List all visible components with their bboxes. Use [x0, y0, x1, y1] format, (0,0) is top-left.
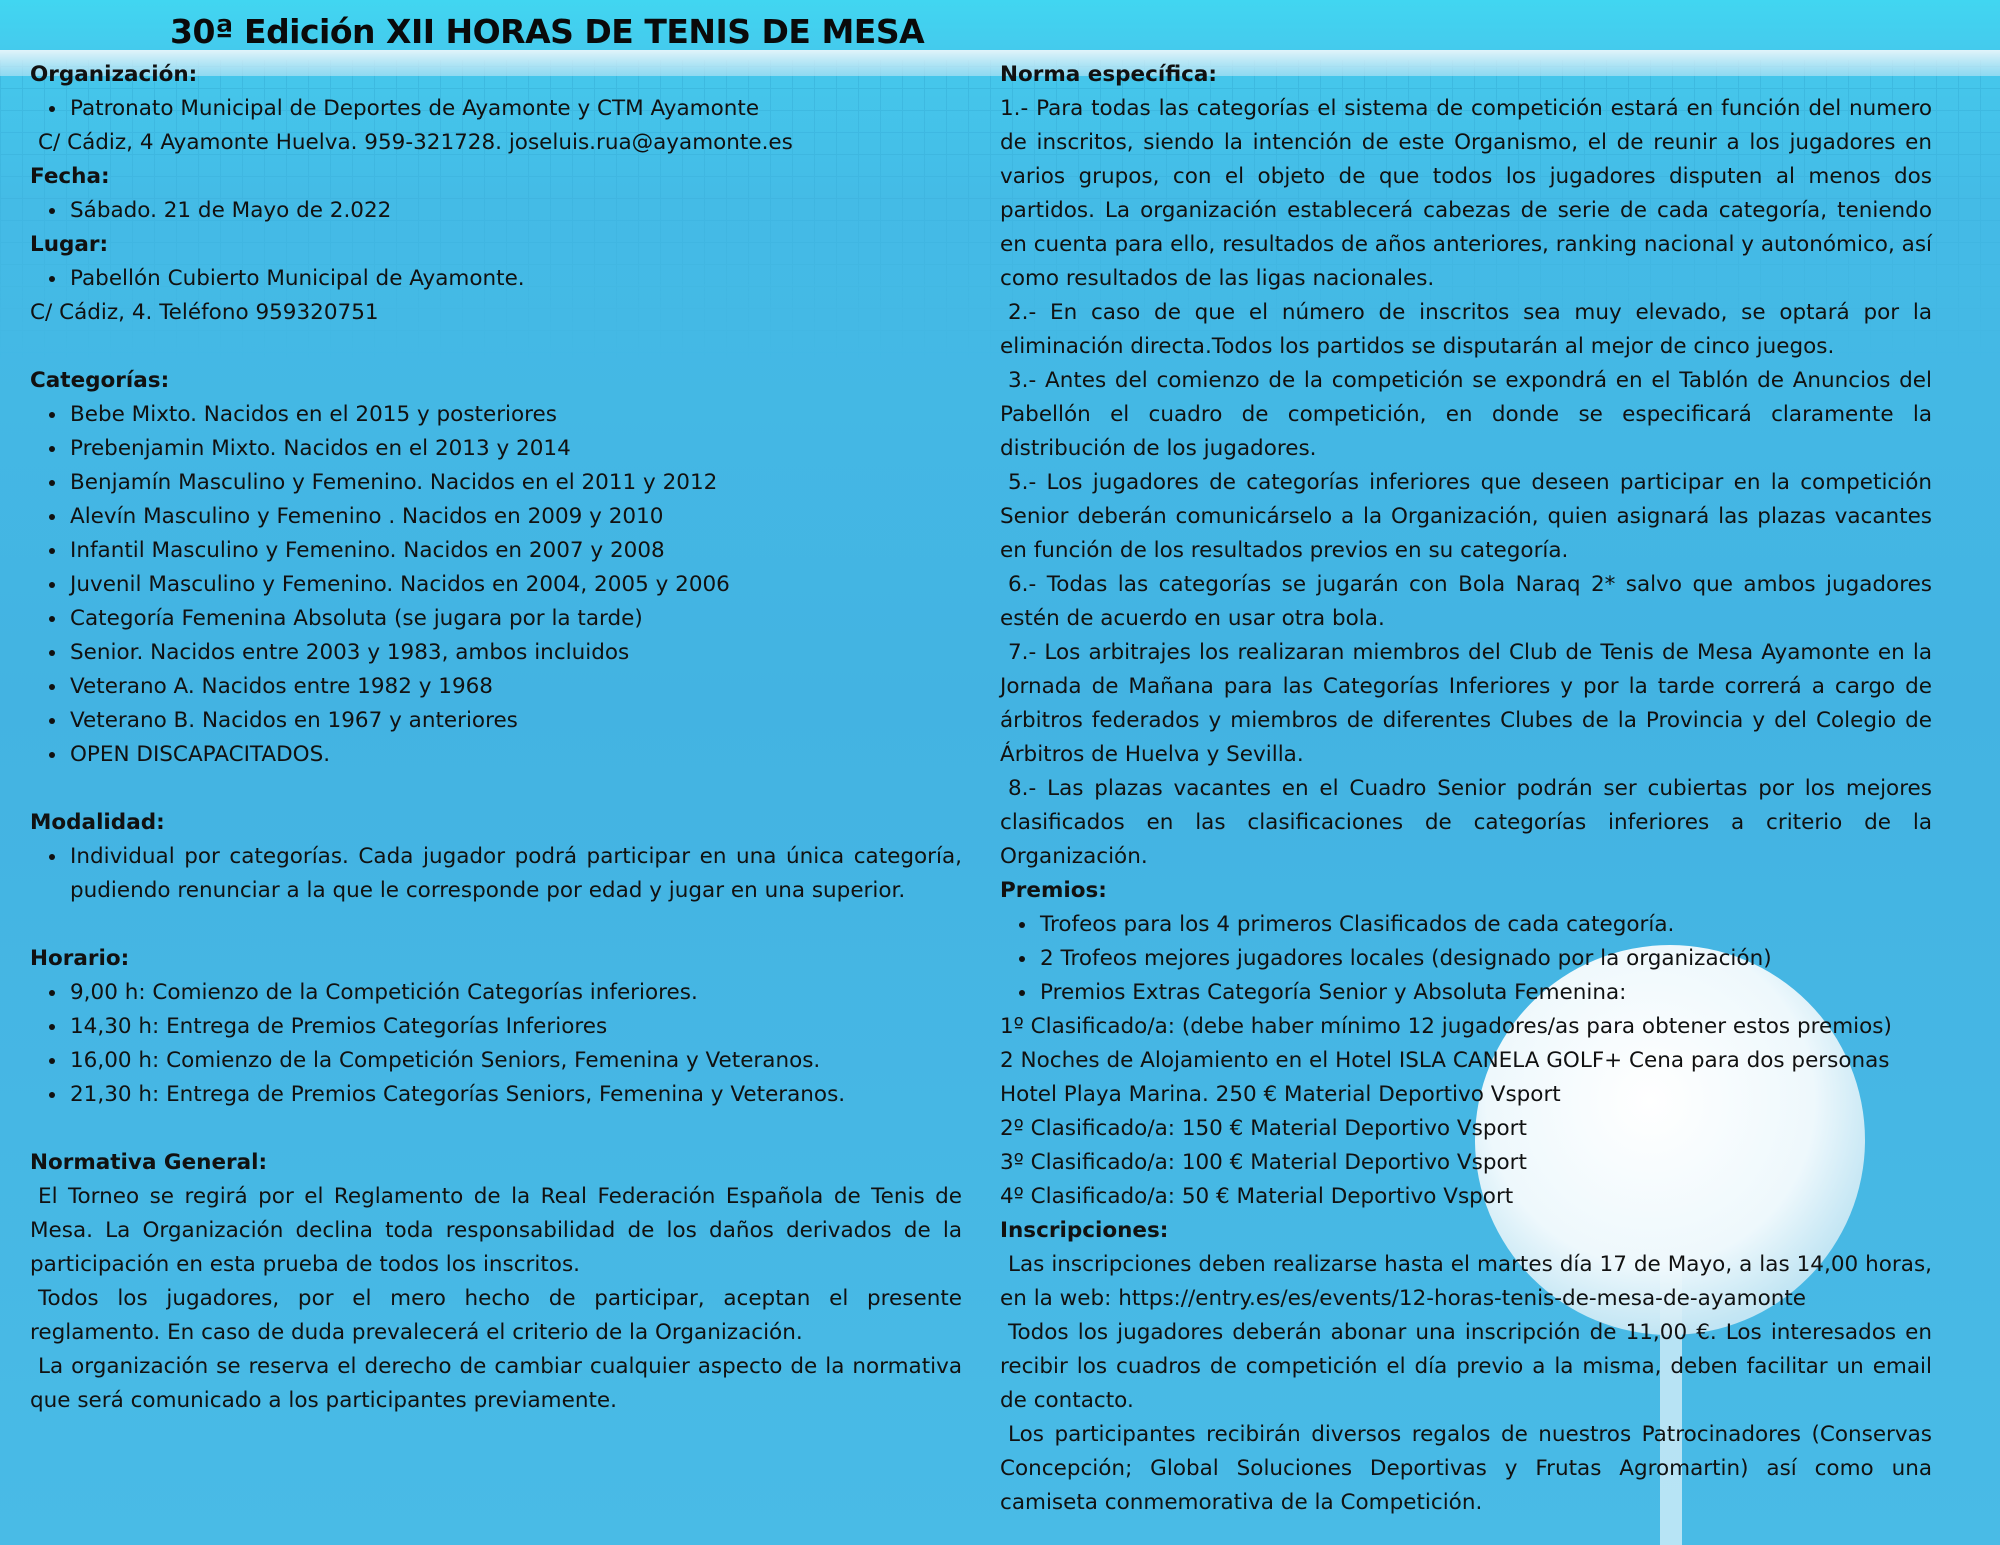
list-item: • 21,30 h: Entrega de Premios Categorías Seniors, Femenina y Veteranos. [68, 1078, 962, 1112]
list-item: • Categoría Femenina Absoluta (se jugara por la tarde) [68, 602, 962, 636]
list-item: • Individual por categorías. Cada jugador podrá participar en una única categoría, pudiendo renunciar a la que le corresponde por edad y jugar en una superior. [68, 840, 962, 908]
norma-paragraph: 1.- Para todas las categorías el sistema de competición estará en función del numero de inscritos, siendo la intención de este Organismo, el de reunir a los jugadores en varios grupos, con el objeto de que todos los jugadores disputen al menos dos partidos. La organización establecerá cabezas de serie de cada categoría, teniendo en cuenta para ello, resultados de años anteriores, ranking nacional y autonómico, así como resultados de las ligas nacionales. [1000, 96, 1932, 291]
categorias-heading: Categorías: [30, 368, 170, 393]
normativa-paragraph: Todos los jugadores, por el mero hecho de participar, aceptan el presente reglamento. En caso de duda prevalecerá el criterio de la Organización. [30, 1286, 962, 1345]
list-item: • Veterano A. Nacidos entre 1982 y 1968 [68, 670, 962, 704]
norma-heading: Norma específica: [1000, 62, 1218, 87]
lugar-detail: C/ Cádiz, 4. Teléfono 959320751 [30, 300, 379, 325]
list-item: • Prebenjamin Mixto. Nacidos en el 2013 y 2014 [68, 432, 962, 466]
lugar-heading: Lugar: [30, 232, 109, 257]
norma-paragraph: 3.- Antes del comienzo de la competición se expondrá en el Tablón de Anuncios del Pabellón el cuadro de competición, en donde se especificará claramente la distribución de los jugadores. [1000, 368, 1932, 461]
norma-paragraph: 7.- Los arbitrajes los realizaran miembros del Club de Tenis de Mesa Ayamonte en la Jornada de Mañana para las Categorías Inferiores y por la tarde correrá a cargo de árbitros federados y miembros de diferentes Clubes de la Provincia y del Colegio de Árbitros de Huelva y Sevilla. [1000, 640, 1932, 767]
list-item: • Trofeos para los 4 primeros Clasificados de cada categoría. [1038, 908, 1932, 942]
inscripciones-paragraph: Los participantes recibirán diversos regalos de nuestros Patrocinadores (Conservas Concepción; Global Soluciones Deportivas y Frutas Agromartin) así como una camiseta conmemorativa de la Competición. [1000, 1422, 1932, 1515]
premios-line: 2º Clasificado/a: 150 € Material Deportivo Vsport [1000, 1116, 1527, 1141]
organizacion-list [30, 92, 962, 126]
list-item: • 16,00 h: Comienzo de la Competición Seniors, Femenina y Veteranos. [68, 1044, 962, 1078]
premios-line: 3º Clasificado/a: 100 € Material Deportivo Vsport [1000, 1150, 1527, 1175]
inscripciones-heading: Inscripciones: [1000, 1218, 1169, 1243]
list-item: • Premios Extras Categoría Senior y Absoluta Femenina: [1038, 976, 1932, 1010]
list-item: • Juvenil Masculino y Femenino. Nacidos en 2004, 2005 y 2006 [68, 568, 962, 602]
fecha-list [30, 194, 962, 228]
categorias-list [30, 398, 962, 772]
page-title: 30ª Edición XII HORAS DE TENIS DE MESA [170, 12, 925, 51]
premios-heading: Premios: [1000, 878, 1107, 903]
normativa-heading: Normativa General: [30, 1150, 268, 1175]
horario-heading: Horario: [30, 946, 130, 971]
list-item: • Patronato Municipal de Deportes de Ayamonte y CTM Ayamonte [68, 92, 962, 126]
norma-paragraph: 6.- Todas las categorías se jugarán con Bola Naraq 2* salvo que ambos jugadores estén de acuerdo en usar otra bola. [1000, 572, 1932, 631]
list-item: • Senior. Nacidos entre 2003 y 1983, ambos incluidos [68, 636, 962, 670]
list-item: • Alevín Masculino y Femenino . Nacidos en 2009 y 2010 [68, 500, 962, 534]
normativa-paragraph: El Torneo se regirá por el Reglamento de la Real Federación Española de Tenis de Mesa. La Organización declina toda responsabilidad de los daños derivados de la participación en esta prueba de todos los inscritos. [30, 1184, 962, 1277]
inscripciones-paragraph: Todos los jugadores deberán abonar una inscripción de 11,00 €. Los interesados en recibir los cuadros de competición el día previo a la misma, deben facilitar un email de contacto. [1000, 1320, 1932, 1413]
premios-line: 4º Clasificado/a: 50 € Material Deportivo Vsport [1000, 1184, 1514, 1209]
inscripciones-paragraph: Las inscripciones deben realizarse hasta el martes día 17 de Mayo, a las 14,00 horas, en la web: https://entry.es/es/events/12-horas-tenis-de-mesa-de-ayamonte [1000, 1252, 1932, 1311]
organizacion-heading: Organización: [30, 62, 198, 87]
modalidad-heading: Modalidad: [30, 810, 165, 835]
list-item: • Bebe Mixto. Nacidos en el 2015 y posteriores [68, 398, 962, 432]
list-item: • Pabellón Cubierto Municipal de Ayamonte. [68, 262, 962, 296]
right-column [1000, 58, 1932, 1520]
list-item: • Sábado. 21 de Mayo de 2.022 [68, 194, 962, 228]
premios-line: 1º Clasificado/a: (debe haber mínimo 12 jugadores/as para obtener estos premios) [1000, 1014, 1892, 1039]
premios-line: 2 Noches de Alojamiento en el Hotel ISLA CANELA GOLF+ Cena para dos personas Hotel Playa Marina. 250 € Material Deportivo Vsport [1000, 1048, 1890, 1107]
modalidad-list [30, 840, 962, 908]
list-item: • OPEN DISCAPACITADOS. [68, 738, 962, 772]
list-item: • Infantil Masculino y Femenino. Nacidos en 2007 y 2008 [68, 534, 962, 568]
horario-list [30, 976, 962, 1112]
list-item: • 14,30 h: Entrega de Premios Categorías Inferiores [68, 1010, 962, 1044]
norma-paragraph: 8.- Las plazas vacantes en el Cuadro Senior podrán ser cubiertas por los mejores clasificados en las clasificaciones de categorías inferiores a criterio de la Organización. [1000, 776, 1932, 869]
list-item: • 9,00 h: Comienzo de la Competición Categorías inferiores. [68, 976, 962, 1010]
left-column [30, 58, 962, 1418]
lugar-list [30, 262, 962, 296]
norma-paragraph: 5.- Los jugadores de categorías inferiores que deseen participar en la competición Senior deberán comunicárselo a la Organización, quien asignará las plazas vacantes en función de los resultados previos en su categoría. [1000, 470, 1932, 563]
fecha-heading: Fecha: [30, 164, 110, 189]
normativa-paragraph: La organización se reserva el derecho de cambiar cualquier aspecto de la normativa que será comunicado a los participantes previamente. [30, 1354, 962, 1413]
list-item: • Veterano B. Nacidos en 1967 y anteriores [68, 704, 962, 738]
list-item: • 2 Trofeos mejores jugadores locales (designado por la organización) [1038, 942, 1932, 976]
premios-list [1000, 908, 1932, 1010]
organizacion-detail: C/ Cádiz, 4 Ayamonte Huelva. 959-321728. joseluis.rua@ayamonte.es [38, 130, 793, 155]
norma-paragraph: 2.- En caso de que el número de inscritos sea muy elevado, se optará por la eliminación directa.Todos los partidos se disputarán al mejor de cinco juegos. [1000, 300, 1932, 359]
list-item: • Benjamín Masculino y Femenino. Nacidos en el 2011 y 2012 [68, 466, 962, 500]
